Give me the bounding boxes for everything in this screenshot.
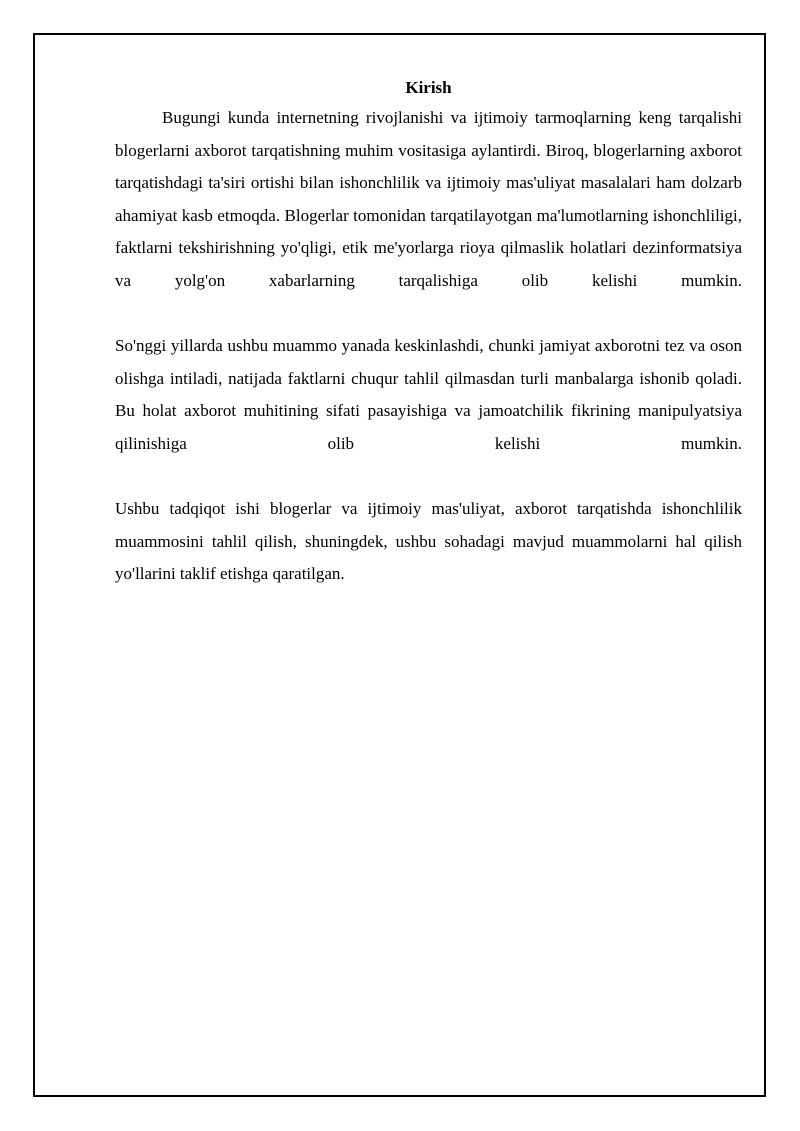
section-title: Kirish — [405, 78, 452, 97]
paragraph-gap — [115, 298, 742, 331]
paragraph-intro: Bugungi kunda internetning rivojlanishi va ijtimoiy tarmoqlarning keng tarqalishi blogerlarni axborot tarqatishning muhim vositasiga aylantirdi. Biroq, blogerlarning axborot tarqatishdagi ta'siri ortishi bilan ishonchlilik va ijtimoiy mas'uliyat masalalari ham dolzarb ahamiyat kasb etmoqda. Blogerlar tomonidan tarqatilayotgan ma'lumotlarning ishonchliligi, faktlarni tekshirishning yo'qligi, etik me'yorlarga rioya qilmaslik holatlari dezinformatsiya va yolg'on xabarlarning tarqalishiga olib kelishi mumkin. — [115, 108, 742, 290]
paragraph-problem: So'nggi yillarda ushbu muammo yanada keskinlashdi, chunki jamiyat axborotni tez va oson olishga intiladi, natijada faktlarni chuqur tahlil qilmasdan turli manbalarga ishonib qoladi. Bu holat axborot muhitining sifati pasayishiga va jamoatchilik fikrining manipulyatsiya qilinishiga olib kelishi mumkin. — [115, 336, 742, 453]
paragraph-aim: Ushbu tadqiqot ishi blogerlar va ijtimoiy mas'uliyat, axborot tarqatishda ishonchlilik muammosini tahlil qilish, shuningdek, ushbu sohadagi mavjud muammolarni hal qilish yo'llarini taklif etishga qaratilgan. — [115, 499, 742, 584]
document-body — [115, 75, 742, 591]
paragraph-gap — [115, 461, 742, 494]
